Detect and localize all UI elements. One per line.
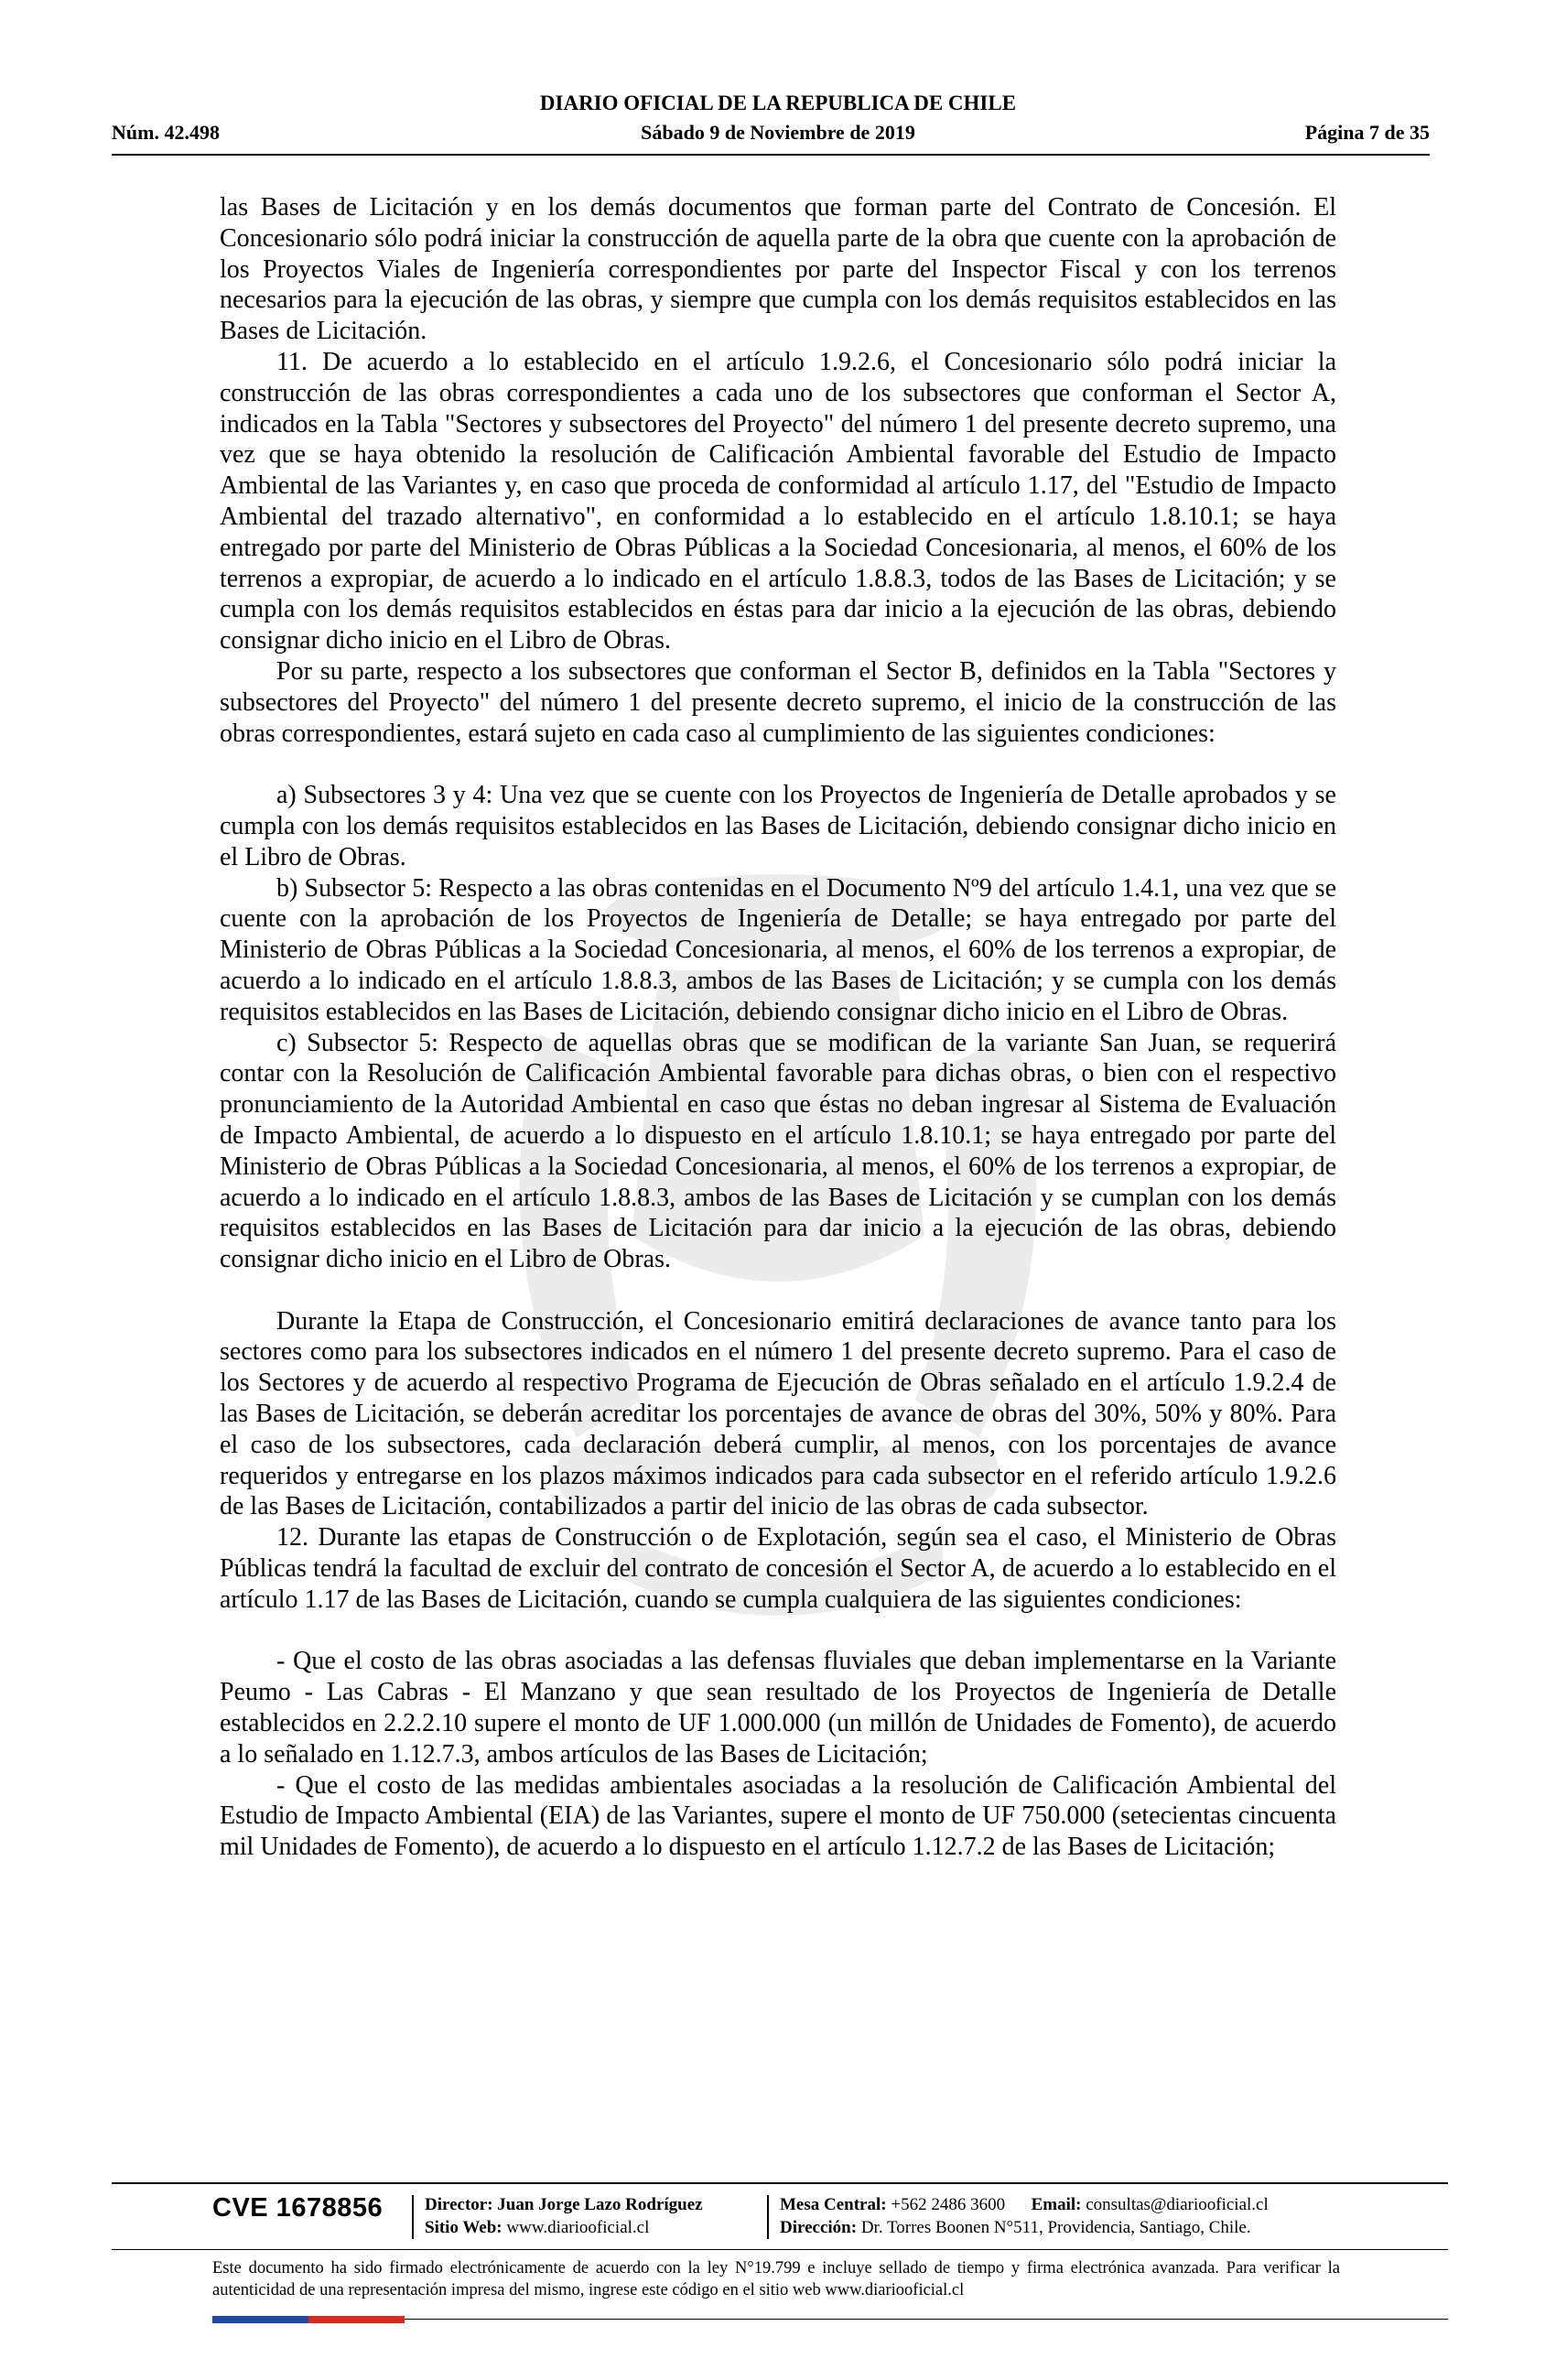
- paragraph: b) Subsector 5: Respecto a las obras contenidas en el Documento Nº9 del artículo 1.4.1, una vez que se cuente con la aprobación de los Proyectos de Ingeniería de Detalle; se haya entregado por parte del Ministerio de Obras Públicas a la Sociedad Concesionaria, al menos, el 60% de los terrenos a expropiar, de acuerdo a lo indicado en el artículo 1.8.8.3, ambos de las Bases de Licitación; y se cumpla con los demás requisitos establecidos en las Bases de Licitación, debiendo consignar dicho inicio en el Libro de Obras.: [220, 873, 1336, 1026]
- site-link[interactable]: www.diariooficial.cl: [506, 2218, 650, 2237]
- director-name: Juan Jorge Lazo Rodríguez: [497, 2195, 703, 2214]
- paragraph: - Que el costo de las obras asociadas a las defensas fluviales que deban implementarse en la Variante Peumo - Las Cabras - El Manzano y que sean resultado de los Proyectos de Ingeniería de Detalle establecidos en 2.2.2.10 supere el monto de UF 1.000.000 (un millón de Unidades de Fomento), de acuerdo a lo señalado en 1.12.7.3, ambos artículos de las Bases de Licitación;: [220, 1647, 1336, 1769]
- flag-red-stripe: [308, 2316, 405, 2323]
- issue-number: Núm. 42.498: [112, 121, 220, 144]
- address-label: Dirección:: [780, 2218, 858, 2237]
- footer-divider: [112, 2249, 1448, 2250]
- flag-stripe: [212, 2316, 405, 2323]
- article-body: [220, 192, 1336, 1863]
- footer-director-block: [425, 2193, 703, 2239]
- paragraph: - Que el costo de las medidas ambientales asociadas a la resolución de Calificación Ambiental del Estudio de Impacto Ambiental (EIA) de las Variantes, supere el monto de UF 750.000 (setecientas cincuenta mil Unidades de Fomento), de acuerdo a lo dispuesto en el artículo 1.12.7.2 de las Bases de Licitación;: [220, 1770, 1336, 1862]
- email-link[interactable]: consultas@diariooficial.cl: [1086, 2195, 1269, 2214]
- paragraph: 11. De acuerdo a lo establecido en el artículo 1.9.2.6, el Concesionario sólo podrá iniciar la construcción de las obras correspondientes a cada uno de los subsectores que conforman el Sector A, indicados en la Tabla "Sectores y subsectores del Proyecto" del número 1 del presente decreto supremo, una vez que se haya obtenido la resolución de Calificación Ambiental favorable del Estudio de Impacto Ambiental de las Variantes y, en caso que proceda de conformidad al artículo 1.17, del "Estudio de Impacto Ambiental del trazado alternativo", en conformidad a lo establecido en el artículo 1.8.10.1; se haya entregado por parte del Ministerio de Obras Públicas a la Sociedad Concesionaria, al menos, el 60% de los terrenos a expropiar, de acuerdo a lo indicado en el artículo 1.8.8.3, todos de las Bases de Licitación; y se cumpla con los demás requisitos establecidos en éstas para dar inicio a la ejecución de las obras, debiendo consignar dicho inicio en el Libro de Obras.: [220, 347, 1336, 655]
- phone-value: +562 2486 3600: [891, 2195, 1006, 2214]
- footer-separator: [412, 2195, 414, 2239]
- paragraph: c) Subsector 5: Respecto de aquellas obras que se modifican de la variante San Juan, se requerirá contar con la Resolución de Calificación Ambiental favorable para dichas obras, o bien con el respectivo pronunciamiento de la Autoridad Ambiental en caso que éstas no deban ingresar al Sistema de Evaluación de Impacto Ambiental, de acuerdo a lo dispuesto en el artículo 1.8.10.1; se haya entregado por parte del Ministerio de Obras Públicas a la Sociedad Concesionaria, al menos, el 60% de los terrenos a expropiar, de acuerdo a lo indicado en el artículo 1.8.8.3, ambos de las Bases de Licitación y se cumplan con los demás requisitos establecidos en las Bases de Licitación para dar inicio a la ejecución de las obras, debiendo consignar dicho inicio en el Libro de Obras.: [220, 1028, 1336, 1274]
- header-divider: [112, 154, 1430, 156]
- footer-divider: [405, 2319, 1448, 2320]
- paragraph: 12. Durante las etapas de Construcción o de Explotación, según sea el caso, el Ministerio de Obras Públicas tendrá la facultad de excluir del contrato de concesión el Sector A, de acuerdo a lo establecido en el artículo 1.17 de las Bases de Licitación, cuando se cumpla cualquiera de las siguientes condiciones:: [220, 1523, 1336, 1614]
- address-value: Dr. Torres Boonen N°511, Providencia, Santiago, Chile.: [860, 2218, 1251, 2237]
- legal-notice: Este documento ha sido firmado electrónicamente de acuerdo con la ley N°19.799 e incluye sellado de tiempo y firma electrónica avanzada. Para verificar la autenticidad de una representación impresa del mismo, ingrese este código en el sitio web www.diariooficial.cl: [212, 2259, 1340, 2299]
- director-label: Director:: [425, 2195, 493, 2214]
- email-label: Email:: [1031, 2195, 1082, 2214]
- paragraph: Por su parte, respecto a los subsectores que conforman el Sector B, definidos en la Tabla "Sectores y subsectores del Proyecto" del número 1 del presente decreto supremo, el inicio de la construcción de las obras correspondientes, estará sujeto en cada caso al cumplimiento de las siguientes condiciones:: [220, 656, 1336, 748]
- paragraph: Durante la Etapa de Construcción, el Concesionario emitirá declaraciones de avance tanto para los sectores como para los subsectores indicados en el número 1 del presente decreto supremo. Para el caso de los Sectores y de acuerdo al respectivo Programa de Ejecución de Obras señalado en el artículo 1.9.2.4 de las Bases de Licitación, se deberán acreditar los porcentajes de avance de obras del 30%, 50% y 80%. Para el caso de los subsectores, cada declaración deberá cumplir, al menos, con los porcentajes de avance requeridos y entregarse en los plazos máximos indicados para cada subsector en el referido artículo 1.9.2.6 de las Bases de Licitación, contabilizados a partir del inicio de las obras de cada subsector.: [220, 1306, 1336, 1521]
- page-indicator: Página 7 de 35: [1304, 121, 1430, 144]
- phone-label: Mesa Central:: [780, 2195, 887, 2214]
- footer-separator: [767, 2195, 769, 2239]
- flag-blue-stripe: [212, 2316, 308, 2323]
- issue-date: Sábado 9 de Noviembre de 2019: [641, 121, 915, 144]
- paragraph: a) Subsectores 3 y 4: Una vez que se cuente con los Proyectos de Ingeniería de Detalle aprobados y se cumpla con los demás requisitos establecidos en las Bases de Licitación, debiendo consignar dicho inicio en el Libro de Obras.: [220, 781, 1336, 871]
- footer-divider: [112, 2182, 1448, 2184]
- paragraph: las Bases de Licitación y en los demás documentos que forman parte del Contrato de Concesión. El Concesionario sólo podrá iniciar la construcción de aquella parte de la obra que cuente con la aprobación de los Proyectos Viales de Ingeniería correspondientes por parte del Inspector Fiscal y con los terrenos necesarios para la ejecución de las obras, y siempre que cumpla con los demás requisitos establecidos en las Bases de Licitación.: [220, 193, 1336, 346]
- cve-code: CVE 1678856: [212, 2193, 384, 2223]
- footer-contact-block: [780, 2193, 1269, 2239]
- site-label: Sitio Web:: [425, 2218, 502, 2237]
- newspaper-title: DIARIO OFICIAL DE LA REPUBLICA DE CHILE: [539, 92, 1017, 114]
